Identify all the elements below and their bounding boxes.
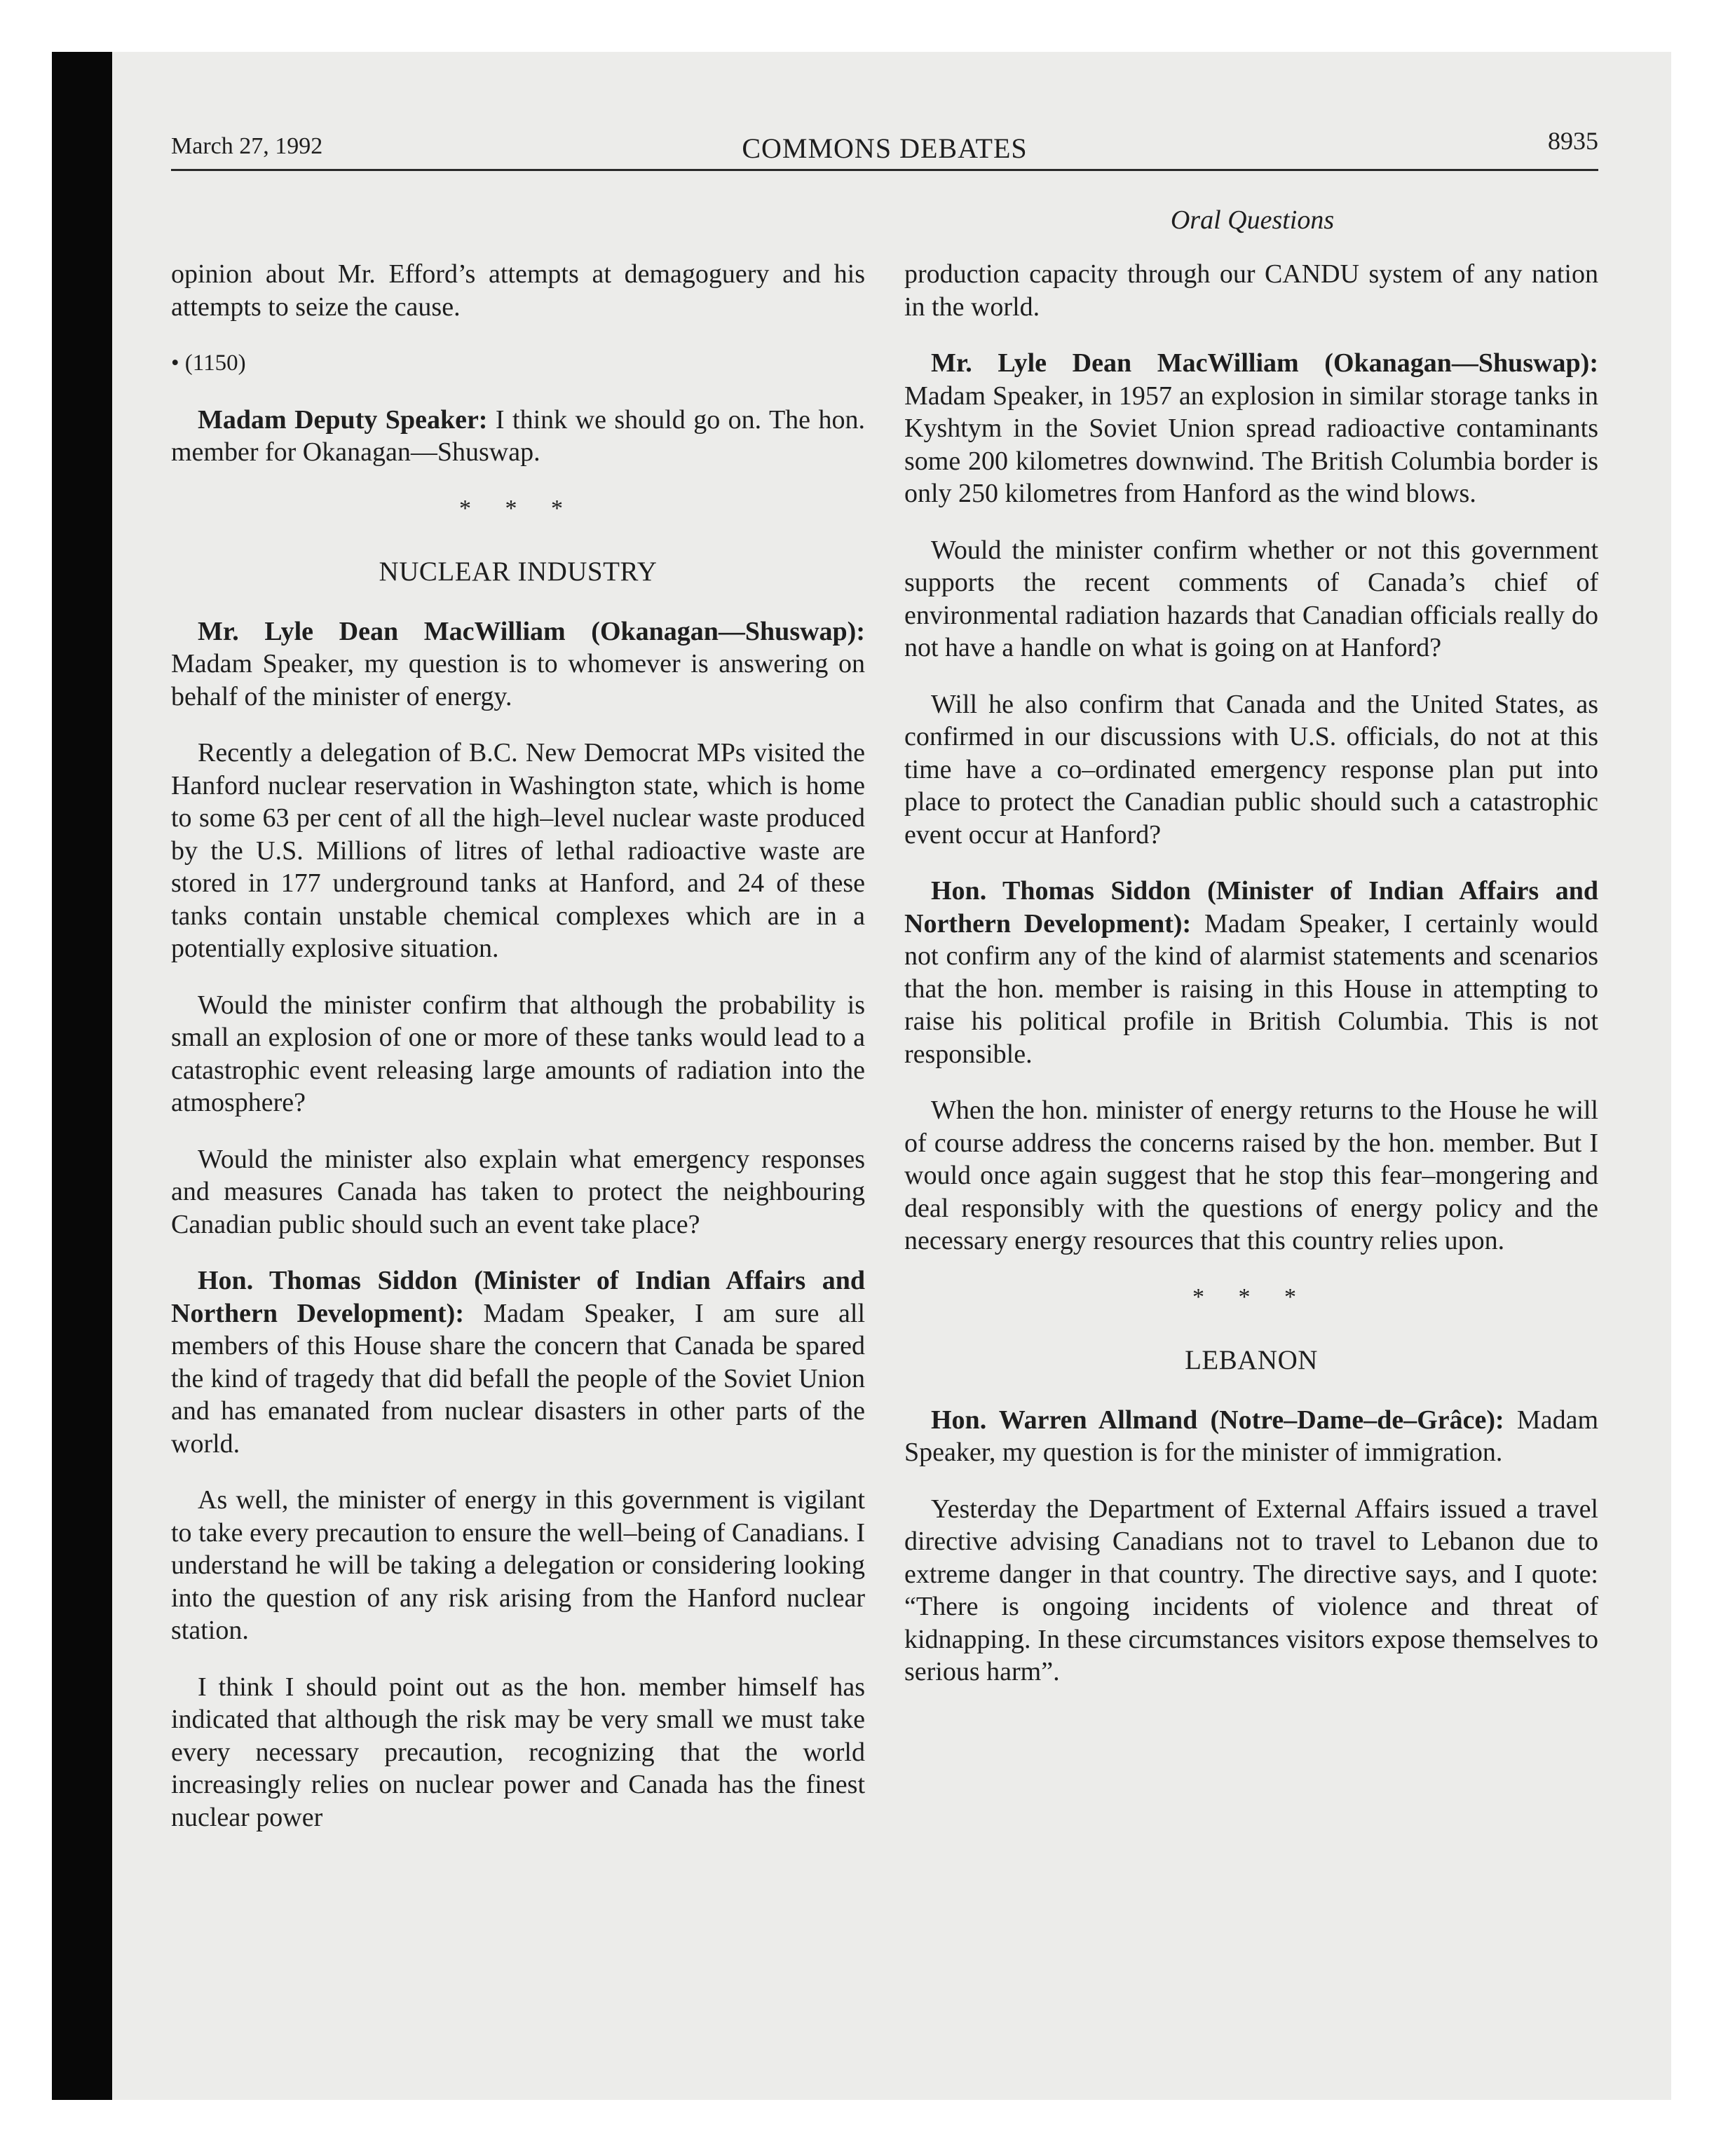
page-number: 8935 bbox=[1548, 127, 1598, 155]
section-heading: LEBANON bbox=[1185, 1345, 1318, 1375]
speech-text: Madam Speaker, I certainly would not confirm any of the kind of alarmist statements and scenarios that the hon. member is raising in this House in attempting to raise his political profile in British Columbia. This is not responsible. bbox=[904, 908, 1598, 1069]
header-rule bbox=[171, 169, 1598, 171]
time-marker: • (1150) bbox=[171, 350, 246, 376]
section-separator: * * * bbox=[1192, 1283, 1310, 1310]
left-column bbox=[171, 258, 865, 1857]
paragraph bbox=[171, 615, 865, 714]
page-header bbox=[171, 126, 1598, 175]
speaker-name: Madam Deputy Speaker: bbox=[198, 404, 488, 435]
section-separator: * * * bbox=[459, 495, 577, 521]
speech-text: Madam Speaker, I am sure all members of this House share the concern that Canada be spared the kind of tragedy that did befall the people of the Soviet Union and has emanated from nuclear disasters in other parts of the world. bbox=[171, 1298, 865, 1459]
paragraph bbox=[171, 1264, 865, 1460]
paragraph bbox=[171, 404, 865, 469]
paragraph: production capacity through our CANDU system of any nation in the world. bbox=[904, 259, 1598, 322]
paragraph: I think I should point out as the hon. member himself has indicated that although the risk may be very small we must take every necessary precaution, recognizing that the world increasingly relies on nuclear power and Canada has the finest nuclear power bbox=[171, 1672, 865, 1832]
paragraph: Recently a delegation of B.C. New Democrat MPs visited the Hanford nuclear reservation in Washington state, which is home to some 63 per cent of all the high–level nuclear waste produced by the U.S. Millions of litres of lethal radioactive waste are stored in 177 underground tanks at Hanford, and 24 of these tanks contain unstable chemical complexes which are in a potentially explosive situation. bbox=[171, 738, 865, 963]
speech-text: I think we should go on. The hon. member for Okanagan—Shuswap. bbox=[171, 404, 865, 467]
right-column bbox=[904, 258, 1598, 1712]
paragraph: opinion about Mr. Efford’s attempts at demagoguery and his attempts to seize the cause. bbox=[171, 259, 865, 322]
running-head: Oral Questions bbox=[1170, 205, 1335, 235]
paragraph: Would the minister also explain what emergency responses and measures Canada has taken to protect the neighbouring Canadian public should such an event take place? bbox=[171, 1144, 865, 1239]
speaker-name: Hon. Thomas Siddon (Minister of Indian Affairs and Northern Development): bbox=[171, 1266, 865, 1328]
section-heading: NUCLEAR INDUSTRY bbox=[379, 557, 658, 587]
scan-border bbox=[52, 52, 112, 2100]
speaker-name: Hon. Warren Allmand (Notre–Dame–de–Grâce): bbox=[931, 1405, 1504, 1435]
speaker-name: Mr. Lyle Dean MacWilliam (Okanagan—Shuswap): bbox=[931, 348, 1598, 378]
paragraph bbox=[904, 1404, 1598, 1469]
speech-text: Madam Speaker, my question is for the minister of immigration. bbox=[904, 1405, 1599, 1467]
paragraph: Yesterday the Department of External Affairs issued a travel directive advising Canadians not to travel to Lebanon due to extreme danger in that country. The directive says, and I quote: “There is ongoing incidents of violence and threat of kidnapping. In these circumstances visitors expose themselves to serious harm”. bbox=[904, 1494, 1598, 1686]
paragraph bbox=[904, 875, 1598, 1070]
speaker-name: Hon. Thomas Siddon (Minister of Indian Affairs and Northern Development): bbox=[904, 876, 1598, 939]
paragraph bbox=[904, 347, 1598, 510]
paragraph: Will he also confirm that Canada and the United States, as confirmed in our discussions with U.S. officials, do not at this time have a co–ordinated emergency response plan put into place to protect the Canadian public should such a catastrophic event occur at Hanford? bbox=[904, 689, 1598, 850]
paragraph: As well, the minister of energy in this government is vigilant to take every precaution to ensure the well–being of Canadians. I understand he will be taking a delegation or considering looking into the question of any risk arising from the Hanford nuclear station. bbox=[171, 1485, 865, 1645]
speech-text: Madam Speaker, my question is to whomever is answering on behalf of the minister of energy. bbox=[171, 649, 865, 711]
header-date: March 27, 1992 bbox=[171, 133, 323, 159]
speaker-name: Mr. Lyle Dean MacWilliam (Okanagan—Shuswap): bbox=[198, 616, 865, 646]
paragraph: Would the minister confirm that although the probability is small an explosion of one or more of these tanks would lead to a catastrophic event releasing large amounts of radiation into the atmosphere? bbox=[171, 990, 865, 1117]
paragraph: Would the minister confirm whether or not this government supports the recent comments of Canada’s chief of environmental radiation hazards that Canadian officials really do not have a handle on what is going on at Hanford? bbox=[904, 535, 1598, 662]
speech-text: Madam Speaker, in 1957 an explosion in similar storage tanks in Kyshtym in the Soviet Union spread radioactive contaminants some 200 kilometres downwind. The British Columbia border is only 250 kilometres from Hanford as the wind blows. bbox=[904, 381, 1598, 508]
paragraph: When the hon. minister of energy returns to the House he will of course address the concerns raised by the hon. member. But I would once again suggest that he stop this fear–mongering and deal responsibly with the questions of energy policy and the necessary energy resources that this country relies upon. bbox=[904, 1096, 1598, 1255]
header-title: COMMONS DEBATES bbox=[742, 132, 1028, 164]
